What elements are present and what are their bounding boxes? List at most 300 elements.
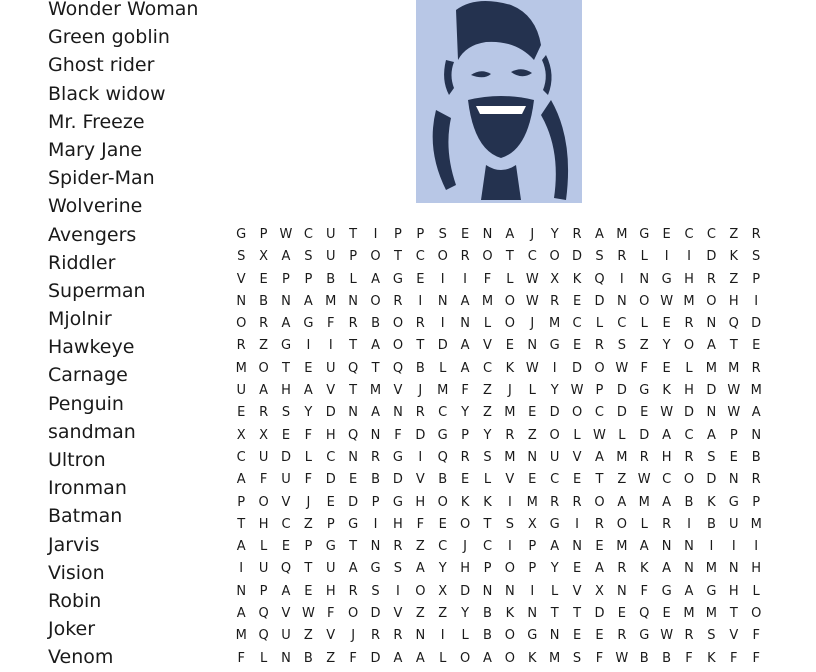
- grid-letter[interactable]: Z: [527, 427, 537, 443]
- grid-letter[interactable]: J: [463, 539, 468, 555]
- grid-letter[interactable]: O: [706, 293, 717, 309]
- grid-letter[interactable]: E: [572, 628, 582, 644]
- grid-letter[interactable]: B: [415, 360, 425, 376]
- grid-letter[interactable]: N: [348, 449, 359, 465]
- grid-letter[interactable]: K: [572, 271, 582, 287]
- grid-letter[interactable]: F: [416, 516, 425, 532]
- grid-letter[interactable]: I: [507, 494, 512, 510]
- grid-letter[interactable]: D: [325, 472, 336, 488]
- grid-letter[interactable]: Z: [303, 516, 313, 532]
- grid-letter[interactable]: D: [616, 405, 627, 421]
- grid-letter[interactable]: D: [594, 606, 605, 622]
- grid-letter[interactable]: M: [325, 293, 337, 309]
- grid-letter[interactable]: F: [483, 271, 492, 287]
- grid-letter[interactable]: G: [280, 338, 292, 354]
- grid-letter[interactable]: U: [281, 628, 291, 644]
- grid-letter[interactable]: F: [394, 427, 402, 443]
- grid-letter[interactable]: X: [550, 271, 560, 287]
- grid-letter[interactable]: A: [594, 227, 604, 242]
- grid-letter[interactable]: S: [281, 405, 291, 421]
- grid-letter[interactable]: O: [504, 650, 515, 666]
- grid-letter[interactable]: J: [418, 383, 423, 399]
- grid-letter[interactable]: T: [304, 561, 313, 577]
- grid-letter[interactable]: V: [326, 383, 336, 399]
- grid-letter[interactable]: K: [707, 650, 716, 666]
- grid-letter[interactable]: O: [437, 494, 448, 510]
- grid-letter[interactable]: V: [572, 583, 582, 599]
- grid-letter[interactable]: T: [282, 360, 290, 376]
- grid-letter[interactable]: A: [460, 360, 470, 376]
- grid-letter[interactable]: O: [504, 561, 515, 577]
- grid-letter[interactable]: L: [304, 449, 312, 465]
- grid-letter[interactable]: K: [528, 650, 537, 666]
- grid-letter[interactable]: Q: [594, 271, 605, 287]
- grid-letter[interactable]: P: [304, 539, 313, 555]
- grid-letter[interactable]: M: [549, 316, 561, 332]
- grid-letter[interactable]: I: [373, 227, 378, 242]
- grid-letter[interactable]: H: [393, 516, 403, 532]
- grid-letter[interactable]: M: [235, 360, 247, 376]
- grid-letter[interactable]: F: [327, 606, 335, 622]
- grid-letter[interactable]: M: [683, 606, 695, 622]
- grid-letter[interactable]: X: [259, 427, 269, 443]
- grid-letter[interactable]: F: [461, 383, 469, 399]
- grid-letter[interactable]: S: [707, 628, 716, 644]
- grid-letter[interactable]: P: [282, 271, 290, 287]
- grid-letter[interactable]: J: [306, 494, 311, 510]
- grid-letter[interactable]: R: [348, 583, 358, 599]
- grid-letter[interactable]: D: [751, 316, 762, 332]
- grid-letter[interactable]: A: [594, 561, 604, 577]
- grid-letter[interactable]: Y: [461, 606, 470, 622]
- grid-letter[interactable]: G: [348, 516, 359, 532]
- grid-letter[interactable]: I: [552, 360, 557, 376]
- grid-letter[interactable]: A: [706, 427, 716, 443]
- grid-letter[interactable]: E: [662, 360, 671, 376]
- grid-letter[interactable]: C: [281, 516, 291, 532]
- grid-letter[interactable]: A: [550, 539, 560, 555]
- grid-letter[interactable]: C: [482, 360, 493, 376]
- grid-letter[interactable]: R: [415, 405, 425, 421]
- grid-letter[interactable]: H: [684, 383, 694, 399]
- grid-letter[interactable]: V: [729, 628, 739, 644]
- grid-letter[interactable]: E: [662, 316, 671, 332]
- grid-letter[interactable]: S: [438, 227, 447, 242]
- grid-letter[interactable]: T: [349, 539, 358, 555]
- grid-letter[interactable]: V: [326, 628, 336, 644]
- grid-letter[interactable]: W: [660, 405, 674, 421]
- grid-letter[interactable]: T: [483, 516, 492, 532]
- grid-letter[interactable]: P: [483, 561, 492, 577]
- grid-letter[interactable]: N: [751, 427, 762, 443]
- grid-letter[interactable]: D: [572, 249, 583, 265]
- grid-letter[interactable]: H: [258, 516, 269, 532]
- grid-letter[interactable]: W: [727, 405, 741, 421]
- grid-letter[interactable]: I: [440, 271, 445, 287]
- grid-letter[interactable]: I: [687, 516, 691, 532]
- grid-letter[interactable]: F: [327, 316, 335, 332]
- grid-letter[interactable]: M: [369, 383, 382, 399]
- grid-letter[interactable]: C: [684, 427, 694, 443]
- grid-letter[interactable]: N: [348, 293, 359, 309]
- grid-letter[interactable]: W: [727, 383, 741, 399]
- grid-letter[interactable]: P: [729, 427, 738, 443]
- grid-letter[interactable]: D: [594, 293, 605, 309]
- grid-letter[interactable]: W: [660, 293, 674, 309]
- grid-letter[interactable]: O: [571, 405, 583, 421]
- grid-letter[interactable]: G: [303, 316, 314, 332]
- grid-letter[interactable]: E: [617, 606, 626, 622]
- grid-letter[interactable]: V: [281, 494, 291, 510]
- grid-letter[interactable]: C: [594, 405, 604, 421]
- grid-letter[interactable]: L: [752, 583, 760, 599]
- grid-letter[interactable]: C: [438, 539, 448, 555]
- grid-letter[interactable]: C: [527, 249, 537, 265]
- grid-letter[interactable]: C: [326, 449, 336, 465]
- grid-letter[interactable]: V: [236, 271, 246, 287]
- grid-letter[interactable]: A: [303, 383, 313, 399]
- grid-letter[interactable]: K: [707, 494, 716, 510]
- grid-letter[interactable]: S: [572, 650, 582, 666]
- grid-letter[interactable]: C: [572, 316, 582, 332]
- grid-letter[interactable]: H: [281, 383, 291, 399]
- grid-letter[interactable]: K: [460, 494, 470, 510]
- grid-letter[interactable]: R: [684, 316, 694, 332]
- grid-letter[interactable]: K: [505, 606, 515, 622]
- grid-letter[interactable]: P: [259, 583, 268, 599]
- grid-letter[interactable]: Z: [639, 338, 649, 354]
- grid-letter[interactable]: Q: [728, 316, 739, 332]
- grid-letter[interactable]: A: [483, 650, 492, 666]
- grid-letter[interactable]: M: [616, 449, 628, 465]
- grid-letter[interactable]: A: [751, 405, 761, 421]
- grid-letter[interactable]: W: [570, 383, 584, 399]
- grid-letter[interactable]: X: [438, 583, 448, 599]
- grid-letter[interactable]: D: [572, 360, 583, 376]
- grid-letter[interactable]: M: [705, 360, 717, 376]
- grid-letter[interactable]: V: [505, 472, 515, 488]
- grid-letter[interactable]: V: [393, 606, 403, 622]
- grid-letter[interactable]: F: [237, 650, 245, 666]
- grid-letter[interactable]: T: [371, 360, 380, 376]
- grid-letter[interactable]: G: [639, 628, 650, 644]
- grid-letter[interactable]: R: [751, 360, 761, 376]
- grid-letter[interactable]: E: [416, 271, 425, 287]
- grid-letter[interactable]: O: [504, 316, 515, 332]
- grid-letter[interactable]: C: [236, 449, 246, 465]
- grid-letter[interactable]: A: [684, 583, 694, 599]
- grid-letter[interactable]: O: [415, 583, 426, 599]
- grid-letter[interactable]: L: [259, 539, 268, 555]
- grid-letter[interactable]: Z: [438, 606, 448, 622]
- grid-letter[interactable]: R: [550, 494, 560, 510]
- grid-letter[interactable]: E: [595, 539, 604, 555]
- grid-letter[interactable]: H: [751, 561, 762, 577]
- grid-letter[interactable]: B: [684, 494, 694, 510]
- grid-letter[interactable]: P: [528, 561, 537, 577]
- grid-letter[interactable]: Z: [483, 405, 492, 421]
- grid-letter[interactable]: N: [527, 606, 538, 622]
- grid-letter[interactable]: B: [751, 449, 761, 465]
- grid-letter[interactable]: O: [392, 316, 404, 332]
- grid-letter[interactable]: I: [306, 338, 311, 354]
- grid-letter[interactable]: M: [504, 405, 516, 421]
- grid-letter[interactable]: L: [685, 360, 693, 376]
- grid-letter[interactable]: K: [729, 249, 739, 265]
- grid-letter[interactable]: N: [616, 293, 627, 309]
- grid-letter[interactable]: K: [483, 494, 492, 510]
- grid-letter[interactable]: D: [706, 383, 717, 399]
- grid-letter[interactable]: E: [640, 405, 649, 421]
- grid-letter[interactable]: U: [326, 360, 336, 376]
- grid-letter[interactable]: U: [236, 383, 246, 399]
- grid-letter[interactable]: P: [259, 227, 268, 242]
- grid-letter[interactable]: N: [661, 539, 672, 555]
- grid-letter[interactable]: U: [326, 227, 336, 242]
- grid-letter[interactable]: O: [504, 628, 515, 644]
- grid-letter[interactable]: R: [594, 338, 604, 354]
- grid-letter[interactable]: Q: [280, 561, 292, 577]
- grid-letter[interactable]: A: [639, 539, 649, 555]
- grid-letter[interactable]: L: [528, 383, 536, 399]
- grid-letter[interactable]: Y: [550, 383, 559, 399]
- grid-letter[interactable]: W: [660, 628, 674, 644]
- grid-letter[interactable]: T: [237, 516, 246, 532]
- grid-letter[interactable]: E: [281, 427, 291, 443]
- grid-letter[interactable]: D: [616, 383, 627, 399]
- grid-letter[interactable]: V: [281, 606, 291, 622]
- grid-letter[interactable]: Y: [550, 561, 559, 577]
- grid-letter[interactable]: U: [729, 516, 739, 532]
- grid-letter[interactable]: O: [370, 249, 381, 265]
- grid-letter[interactable]: I: [440, 316, 445, 332]
- grid-letter[interactable]: G: [728, 494, 739, 510]
- grid-letter[interactable]: A: [281, 316, 291, 332]
- grid-letter[interactable]: N: [572, 539, 582, 555]
- grid-letter[interactable]: A: [460, 293, 470, 309]
- grid-letter[interactable]: A: [393, 650, 403, 666]
- grid-letter[interactable]: R: [371, 449, 381, 465]
- grid-letter[interactable]: N: [482, 583, 493, 599]
- grid-letter[interactable]: S: [237, 249, 246, 265]
- grid-letter[interactable]: D: [370, 650, 381, 666]
- grid-letter[interactable]: B: [371, 316, 380, 332]
- grid-letter[interactable]: Y: [483, 427, 492, 443]
- grid-letter[interactable]: I: [619, 271, 624, 287]
- grid-letter[interactable]: N: [370, 427, 381, 443]
- grid-letter[interactable]: E: [460, 472, 470, 488]
- grid-letter[interactable]: U: [281, 472, 291, 488]
- grid-letter[interactable]: A: [259, 383, 269, 399]
- grid-letter[interactable]: R: [617, 561, 627, 577]
- grid-letter[interactable]: H: [728, 583, 739, 599]
- grid-letter[interactable]: Q: [348, 427, 359, 443]
- grid-letter[interactable]: V: [572, 449, 582, 465]
- grid-letter[interactable]: R: [572, 227, 582, 242]
- grid-letter[interactable]: N: [639, 271, 650, 287]
- grid-letter[interactable]: S: [304, 249, 313, 265]
- grid-letter[interactable]: Y: [550, 227, 559, 242]
- grid-letter[interactable]: O: [549, 427, 560, 443]
- grid-letter[interactable]: B: [371, 472, 380, 488]
- grid-letter[interactable]: I: [463, 271, 468, 287]
- grid-letter[interactable]: Z: [303, 628, 313, 644]
- grid-letter[interactable]: M: [481, 293, 494, 309]
- grid-letter[interactable]: D: [460, 583, 471, 599]
- grid-letter[interactable]: P: [371, 494, 380, 510]
- grid-letter[interactable]: I: [575, 516, 579, 532]
- grid-letter[interactable]: D: [370, 606, 381, 622]
- grid-letter[interactable]: L: [618, 427, 626, 443]
- grid-letter[interactable]: N: [236, 583, 247, 599]
- grid-letter[interactable]: N: [505, 583, 515, 599]
- grid-letter[interactable]: Q: [392, 360, 404, 376]
- grid-letter[interactable]: R: [393, 628, 403, 644]
- grid-letter[interactable]: E: [349, 472, 358, 488]
- grid-letter[interactable]: H: [325, 583, 336, 599]
- grid-letter[interactable]: M: [549, 650, 561, 666]
- grid-letter[interactable]: F: [752, 628, 760, 644]
- grid-letter[interactable]: T: [550, 606, 559, 622]
- grid-letter[interactable]: R: [393, 539, 403, 555]
- grid-letter[interactable]: Z: [415, 606, 425, 622]
- grid-letter[interactable]: H: [415, 494, 426, 510]
- grid-letter[interactable]: R: [662, 516, 672, 532]
- grid-letter[interactable]: C: [303, 227, 313, 242]
- grid-letter[interactable]: I: [754, 539, 759, 555]
- grid-letter[interactable]: O: [258, 494, 269, 510]
- grid-letter[interactable]: N: [616, 583, 627, 599]
- grid-letter[interactable]: L: [595, 316, 604, 332]
- grid-letter[interactable]: R: [617, 628, 627, 644]
- grid-letter[interactable]: E: [662, 227, 671, 242]
- grid-letter[interactable]: T: [729, 606, 738, 622]
- grid-letter[interactable]: R: [259, 316, 269, 332]
- grid-letter[interactable]: W: [301, 606, 315, 622]
- grid-letter[interactable]: K: [662, 383, 671, 399]
- grid-letter[interactable]: X: [527, 516, 537, 532]
- grid-letter[interactable]: Q: [437, 449, 448, 465]
- grid-letter[interactable]: A: [371, 338, 380, 354]
- grid-letter[interactable]: A: [662, 427, 672, 443]
- grid-letter[interactable]: N: [527, 338, 538, 354]
- grid-letter[interactable]: D: [437, 338, 448, 354]
- grid-letter[interactable]: N: [348, 405, 359, 421]
- grid-letter[interactable]: A: [371, 271, 380, 287]
- grid-letter[interactable]: J: [530, 316, 535, 332]
- grid-letter[interactable]: F: [685, 650, 693, 666]
- grid-letter[interactable]: N: [482, 227, 493, 242]
- grid-letter[interactable]: A: [662, 561, 672, 577]
- grid-letter[interactable]: G: [392, 449, 403, 465]
- grid-letter[interactable]: Y: [461, 405, 470, 421]
- grid-letter[interactable]: G: [370, 561, 381, 577]
- grid-letter[interactable]: B: [326, 271, 336, 287]
- grid-letter[interactable]: L: [439, 650, 447, 666]
- grid-letter[interactable]: R: [505, 427, 515, 443]
- grid-letter[interactable]: F: [640, 583, 648, 599]
- grid-letter[interactable]: E: [572, 472, 582, 488]
- grid-letter[interactable]: G: [706, 583, 717, 599]
- grid-letter[interactable]: M: [235, 628, 247, 644]
- grid-letter[interactable]: E: [326, 494, 335, 510]
- grid-letter[interactable]: A: [415, 561, 425, 577]
- grid-letter[interactable]: M: [750, 383, 762, 399]
- grid-letter[interactable]: Z: [729, 271, 739, 287]
- grid-letter[interactable]: O: [437, 249, 448, 265]
- grid-letter[interactable]: G: [549, 516, 560, 532]
- grid-letter[interactable]: O: [459, 516, 471, 532]
- grid-letter[interactable]: R: [594, 516, 604, 532]
- grid-letter[interactable]: N: [527, 449, 538, 465]
- grid-letter[interactable]: R: [393, 293, 403, 309]
- grid-letter[interactable]: N: [281, 650, 291, 666]
- grid-letter[interactable]: O: [504, 293, 515, 309]
- grid-letter[interactable]: I: [418, 449, 423, 465]
- grid-letter[interactable]: C: [662, 472, 672, 488]
- grid-letter[interactable]: L: [640, 249, 648, 265]
- grid-letter[interactable]: U: [549, 449, 560, 465]
- grid-letter[interactable]: G: [661, 271, 672, 287]
- grid-letter[interactable]: I: [687, 249, 691, 265]
- grid-letter[interactable]: I: [373, 516, 378, 532]
- grid-letter[interactable]: Y: [662, 338, 671, 354]
- grid-letter[interactable]: P: [752, 271, 761, 287]
- grid-letter[interactable]: L: [349, 271, 357, 287]
- grid-letter[interactable]: A: [236, 606, 246, 622]
- grid-letter[interactable]: U: [258, 449, 269, 465]
- grid-letter[interactable]: Z: [617, 472, 627, 488]
- grid-letter[interactable]: A: [617, 494, 627, 510]
- grid-letter[interactable]: B: [303, 650, 313, 666]
- grid-letter[interactable]: N: [236, 293, 247, 309]
- grid-letter[interactable]: W: [615, 650, 629, 666]
- grid-letter[interactable]: N: [549, 628, 560, 644]
- grid-letter[interactable]: F: [349, 650, 357, 666]
- grid-letter[interactable]: H: [460, 561, 470, 577]
- grid-letter[interactable]: D: [348, 494, 359, 510]
- grid-letter[interactable]: O: [459, 650, 471, 666]
- grid-letter[interactable]: G: [639, 383, 650, 399]
- grid-letter[interactable]: F: [304, 472, 313, 488]
- grid-letter[interactable]: A: [236, 539, 246, 555]
- grid-letter[interactable]: T: [573, 606, 582, 622]
- grid-letter[interactable]: Q: [639, 606, 650, 622]
- grid-letter[interactable]: L: [461, 628, 469, 644]
- grid-letter[interactable]: B: [483, 606, 492, 622]
- grid-letter[interactable]: P: [595, 383, 604, 399]
- grid-letter[interactable]: N: [728, 561, 739, 577]
- grid-letter[interactable]: O: [683, 472, 695, 488]
- grid-letter[interactable]: P: [416, 227, 425, 242]
- grid-letter[interactable]: A: [371, 405, 380, 421]
- grid-letter[interactable]: E: [281, 539, 291, 555]
- grid-letter[interactable]: P: [394, 227, 402, 242]
- grid-letter[interactable]: Z: [415, 539, 425, 555]
- grid-letter[interactable]: S: [483, 449, 492, 465]
- grid-letter[interactable]: B: [662, 650, 672, 666]
- grid-letter[interactable]: M: [638, 494, 650, 510]
- grid-letter[interactable]: Q: [348, 360, 359, 376]
- grid-letter[interactable]: Q: [258, 606, 269, 622]
- grid-letter[interactable]: A: [348, 561, 358, 577]
- grid-letter[interactable]: A: [594, 449, 604, 465]
- grid-letter[interactable]: R: [639, 449, 649, 465]
- grid-letter[interactable]: E: [304, 360, 313, 376]
- grid-letter[interactable]: L: [483, 316, 492, 332]
- grid-letter[interactable]: H: [728, 293, 739, 309]
- grid-letter[interactable]: C: [706, 227, 716, 242]
